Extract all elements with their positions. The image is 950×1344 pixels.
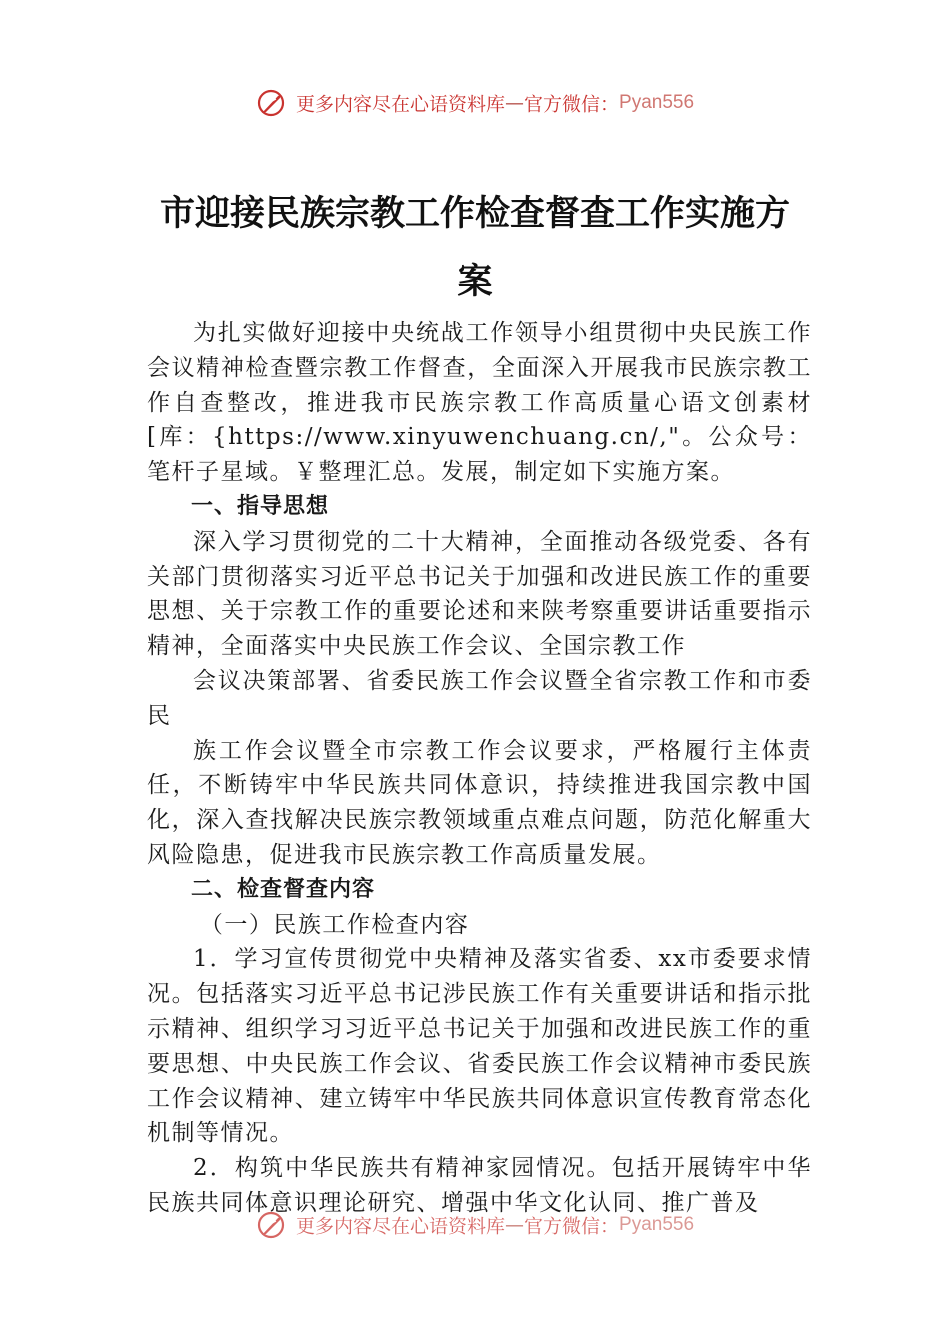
item2-line: 华民族共同体意识理论研究、增强中华文化认同、推广普及 — [147, 1155, 812, 1216]
item1-line: 示批示精神、组织学习习近平总书记关于加强和改进民族工 — [147, 981, 813, 1042]
item1-line: 市委民族工作会议精神、建立铸牢中华民族共同体意识宣传 — [147, 1050, 813, 1112]
section-heading-inspection-content: 二、检查督查内容 — [191, 876, 376, 902]
section1-paragraph — [147, 734, 812, 873]
section1-line: 化，深入查找解决民族宗教领域重点难点问题，防范化解重 — [147, 807, 788, 834]
watermark-id: Pyan556 — [619, 92, 695, 113]
watermark-text: 更多内容尽在心语资料库 — [296, 93, 506, 116]
intro-line: 为扎实做好迎接中央统战工作领导小组贯彻中央民族工 — [193, 320, 788, 346]
intro-line: 材[库：{https://www.xinyuwenchuang.cn/,"。公众号：笔杆子 — [147, 389, 812, 486]
watermark-header — [0, 88, 950, 118]
watermark-label: 官方微信： — [524, 93, 620, 116]
section1-line: 大风险隐患，促进我市民族宗教工作高质量发展。 — [147, 807, 812, 868]
watermark-id: Pyan556 — [619, 1214, 695, 1235]
watermark-label: 官方微信： — [524, 1215, 620, 1238]
watermark-separator: — — [505, 92, 525, 114]
item1-line: 作的重要思想、中央民族工作会议、省委民族工作会议精神 — [147, 1015, 813, 1077]
section-heading-guiding-ideology: 一、指导思想 — [191, 493, 330, 519]
intro-line: 作会议精神检查暨宗教工作督查，全面深入开展我市民族宗 — [147, 320, 812, 381]
section1-line: 要指示精神，全面落实中央民族工作会议、全国宗教工作 — [147, 598, 813, 660]
section1-line: 委民 — [147, 667, 812, 729]
watermark-separator: — — [505, 1214, 525, 1236]
item1-line: 1．学习宣传贯彻党中央精神及落实省委、xx市委要求 — [193, 946, 788, 973]
watermark-text: 更多内容尽在心语资料库 — [296, 1215, 506, 1238]
list-item-1 — [147, 942, 812, 1151]
section1-line: 任，不断铸牢中华民族共同体意识，持续推进我国宗教中国 — [147, 772, 812, 799]
feather-logo-icon — [256, 1210, 286, 1240]
document-body — [147, 316, 812, 1221]
subsection-heading-ethnic-work: （一）民族工作检查内容 — [199, 911, 470, 938]
document-title-line-1: 市迎接民族宗教工作检查督查工作实施方 — [159, 193, 790, 234]
intro-paragraph — [147, 316, 812, 490]
intro-line: 星域。￥整理汇总。发展，制定如下实施方案。 — [220, 459, 735, 486]
item2-line: 2．构筑中华民族共有精神家园情况。包括开展铸牢中 — [193, 1155, 788, 1182]
section1-paragraph — [147, 664, 812, 734]
section1-line: 重要思想、关于宗教工作的重要论述和来陕考察重要讲话重 — [147, 563, 813, 625]
item1-line: 教育常态化机制等情况。 — [147, 1085, 813, 1147]
section1-paragraph — [147, 525, 812, 664]
section1-line: 有关部门贯彻落实习近平总书记关于加强和改进民族工作的 — [147, 528, 812, 590]
document-title-line-2: 案 — [457, 261, 493, 302]
item1-line: 情况。包括落实习近平总书记涉民族工作有关重要讲话和指 — [147, 946, 812, 1008]
feather-logo-icon — [256, 88, 286, 118]
intro-line: 教工作自查整改，推进我市民族宗教工作高质量心语文创素 — [147, 354, 813, 416]
watermark-footer — [0, 1210, 950, 1240]
section1-line: 会议决策部署、省委民族工作会议暨全省宗教工作和市 — [193, 667, 788, 694]
section1-line: 深入学习贯彻党的二十大精神，全面推动各级党委、各 — [193, 528, 788, 555]
section1-line: 族工作会议暨全市宗教工作会议要求，严格履行主体责 — [193, 737, 812, 764]
